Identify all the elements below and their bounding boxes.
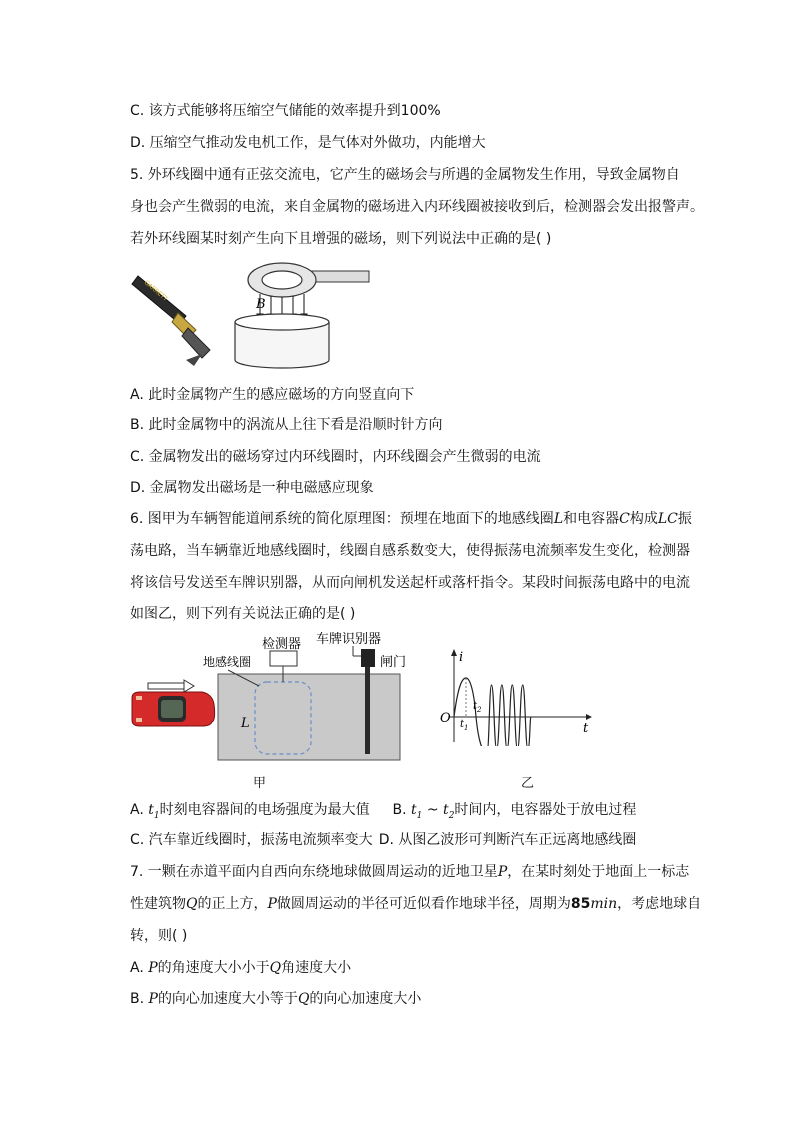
q5-stem-line1: 5. 外环线圈中通有正弦交流电，它产生的磁场会与所遇的金属物发生作用，导致金属物自 (130, 167, 680, 183)
q6-stem-line3: 将该信号发送至车牌识别器，从而向闸机发送起杆或落杆指令。某段时间振荡电路中的电流 (130, 575, 690, 591)
q7-option-b: B. P的向心加速度大小等于Q的向心加速度大小 (130, 991, 422, 1007)
q5-figure (130, 258, 380, 373)
q6-stem-line1: 6. 图甲为车辆智能道闸系统的简化原理图：预埋在地面下的地感线圈L和电容器C构成LC振 (130, 511, 692, 527)
q7-stem-line2: 性建筑物Q的正上方，P做圆周运动的半径可近似看作地球半径，周期为85min，考虑地球自 (130, 896, 702, 912)
metal-cylinder (235, 314, 329, 368)
detector-label: 检测器 (262, 637, 302, 652)
q5-option-a: A. 此时金属物产生的感应磁场的方向竖直向下 (130, 387, 415, 403)
axis-i-label: i (459, 650, 464, 665)
q7-stem-line3: 转，则( ) (130, 928, 188, 944)
q5-option-c: C. 金属物发出的磁场穿过内环线圈时，内环线圈会产生微弱的电流 (130, 449, 541, 465)
q6-figure-yi (436, 646, 596, 746)
detector-brand-label: GARRETT (142, 279, 169, 303)
q6-options-ab: A. $t_1$时刻电容器间的电场强度为最大值 B. $t_1$ ~ $t_2$时间内，电容器处于放电过程 (130, 802, 637, 821)
q4-option-c: C. 该方式能够将压缩空气储能的效率提升到100% (130, 103, 441, 119)
plate-reader-label: 车牌识别器 (316, 632, 382, 647)
wave-start (454, 678, 487, 746)
q6-stem-line2: 荡电路，当车辆靠近地感线圈时，线圈自感系数变大，使得振荡电流频率发生变化，检测器 (130, 543, 690, 559)
loop-label: 地感线圈 (203, 655, 252, 669)
q5-option-b: B. 此时金属物中的涡流从上往下看是沿顺时针方向 (130, 417, 443, 433)
q7-stem-line1: 7. 一颗在赤道平面内自西向东绕地球做圆周运动的近地卫星P，在某时刻处于地面上一标志 (130, 864, 690, 880)
axis-t-label: t (583, 721, 589, 736)
q6-figure-jia (128, 630, 418, 790)
t2-label: $t_2$ (473, 701, 482, 714)
caption-yi: 乙 (521, 776, 535, 791)
origin-label: O (440, 711, 451, 726)
oscillation-wave (487, 685, 531, 746)
q4-option-d: D. 压缩空气推动发电机工作，是气体对外做功，内能增大 (130, 135, 486, 151)
q5-stem-line2: 身也会产生微弱的电流，来自金属物的磁场进入内环线圈被接收到后，检测器会发出报警声。 (130, 199, 704, 215)
detector-box (270, 651, 297, 666)
gate-pole (365, 667, 370, 754)
coil-ring (248, 263, 369, 297)
q6-stem-line4: 如图乙，则下列有关说法正确的是( ) (130, 606, 356, 622)
gate-label: 闸门 (380, 655, 407, 670)
car-icon (132, 692, 215, 726)
q5-stem-line3: 若外环线圈某时刻产生向下且增强的磁场，则下列说法中正确的是( ) (130, 231, 552, 247)
caption-jia: 甲 (253, 776, 267, 791)
metal-detector-wand (132, 276, 210, 366)
coil-label-l: L (241, 716, 250, 731)
car-direction-arrow (148, 680, 194, 692)
t1-label: $t_1$ (460, 719, 469, 732)
q6-options-cd: C. 汽车靠近线圈时，振荡电流频率变大 D. 从图乙波形可判断汽车正远离地感线圈 (130, 832, 637, 848)
q7-option-a: A. P的角速度大小小于Q角速度大小 (130, 960, 352, 976)
field-label-b: B (256, 297, 266, 312)
plate-reader-box (361, 649, 375, 667)
q5-option-d: D. 金属物发出磁场是一种电磁感应现象 (130, 480, 374, 496)
